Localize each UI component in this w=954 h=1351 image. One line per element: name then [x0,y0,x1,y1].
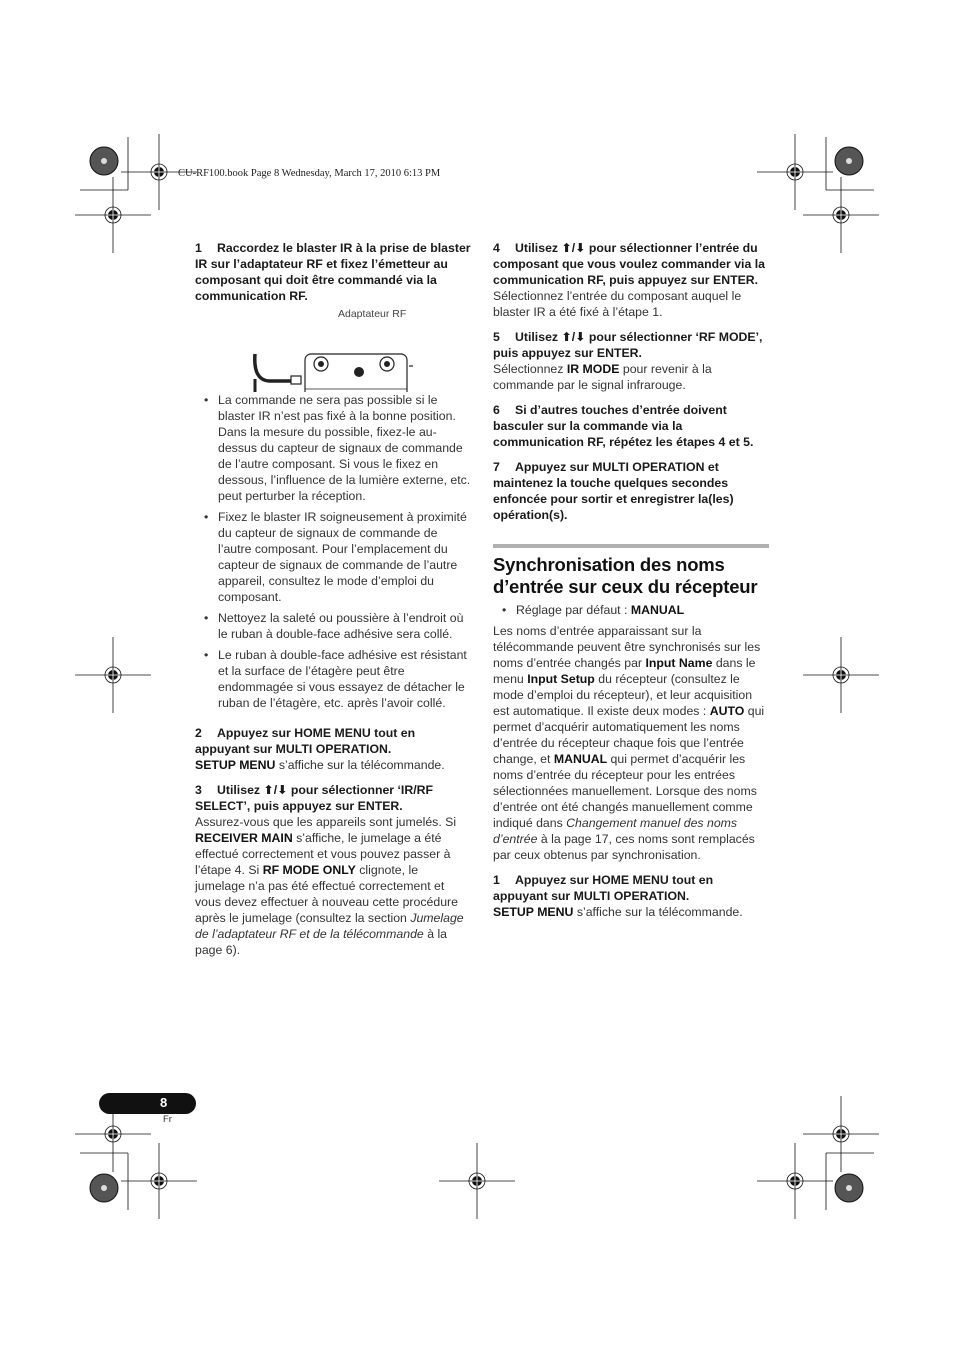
step-3-body: Assurez-vous que les appareils sont jumelés. Si RECEIVER MAIN s’affiche, le jumelage a été effectué correctement et vous pouvez passer à l’étape 4. Si RF MODE ONLY clignote, le jumelage n’a pas été effectué correctement et vous devez effectuer à nouveau cette procédure après le jumelage (consultez la section Jumelage de l’adaptateur RF et de la télécommande à la page 6). [195,815,464,957]
step-1b-body: SETUP MENU s’affiche sur la télécommande. [493,905,743,919]
list-item: • La commande ne sera pas possible si le blaster IR n’est pas fixé à la bonne position. Dans la mesure du possible, fixez-le au-dessus du capteur de signaux de commande de l’autre composant. Si vous le fixez en dessous, l’influence de la lumière externe, etc. peut perturber la réception. [195,392,471,504]
step-7-heading: 7 Appuyez sur MULTI OPERATION et maintenez la touche quelques secondes enfoncée pour sortir et enregistrer la(les) opération(s). [493,460,734,522]
step-4-body: Sélectionnez l’entrée du composant auquel le blaster IR a été fixé à l’étape 1. [493,289,742,319]
step-6-heading: 6 Si d’autres touches d’entrée doivent basculer sur la commande via la communication RF, répétez les étapes 4 et 5. [493,403,754,449]
left-column [195,240,471,958]
step-2-heading: 2 Appuyez sur HOME MENU tout en appuyant sur MULTI OPERATION. [195,726,416,756]
list-item: • Nettoyez la saleté ou poussière à l’endroit où le ruban à double-face adhésive sera collé. [195,610,471,642]
step-5-body: Sélectionnez IR MODE pour revenir à la commande par le signal infrarouge. [493,362,712,392]
caution-list [195,392,471,711]
step-1-heading: 1 Raccordez le blaster IR à la prise de blaster IR sur l’adaptateur RF et fixez l’émetteur au composant qui doit être commandé via la communication RF. [195,241,471,303]
list-item: • Le ruban à double-face adhésive est résistant et la surface de l’étagère peut être endommagée si vous essayez de détacher le ruban de l’étagère, etc. après l’avoir collé. [195,647,471,711]
page-number: 8 [160,1095,168,1110]
step-2-body: SETUP MENU s’affiche sur la télécommande. [195,758,445,772]
page-language: Fr [163,1114,172,1125]
step-3-heading: 3 Utilisez ⬆/⬇ pour sélectionner ‘IR/RF SELECT’, puis appuyez sur ENTER. [195,783,434,813]
default-setting [493,602,769,618]
figure-label: Adaptateur RF [338,308,407,320]
print-header: CU-RF100.book Page 8 Wednesday, March 17, 2010 6:13 PM [178,168,441,179]
step-5-heading: 5 Utilisez ⬆/⬇ pour sélectionner ‘RF MODE’, puis appuyez sur ENTER. [493,330,763,360]
list-item: • Réglage par défaut : MANUAL [493,602,769,618]
step-4-heading: 4 Utilisez ⬆/⬇ pour sélectionner l’entrée du composant que vous voulez commander via la communication RF, puis appuyez sur ENTER. [493,241,765,287]
page-number-tab [99,1093,196,1114]
right-column [493,240,769,920]
section-title: Synchronisation des noms d’entrée sur ceux du récepteur [493,554,758,597]
rf-adapter-figure [195,304,471,392]
rf-adapter-illustration [195,304,471,392]
step-1b-heading: 1 Appuyez sur HOME MENU tout en appuyant sur MULTI OPERATION. [493,873,714,903]
section-paragraph: Les noms d’entrée apparaissant sur la télécommande peuvent être synchronisés sur les noms d’entrée changés par Input Name dans le menu Input Setup du récepteur (consultez le mode d’emploi du récepteur), et leur acquisition est automatique. Il existe deux modes : AUTO qui permet d’acquérir automatiquement les noms d’entrée du récepteur chaque fois que l’entrée change, et MANUAL qui permet d’acquérir les noms d’entrée du récepteur pour les entrées sélectionnées manuellement. Lorsque des noms d’entrée ont été changés manuellement comme indiqué dans Changement manuel des noms d’entrée à la page 17, ces noms sont remplacés par ceux obtenus par synchronisation. [493,624,765,862]
list-item: • Fixez le blaster IR soigneusement à proximité du capteur de signaux de commande de l’autre composant. Pour l’emplacement du capteur de signaux de commande de l’autre appareil, consultez le mode d’emploi du composant. [195,509,471,605]
section-rule [493,544,769,548]
